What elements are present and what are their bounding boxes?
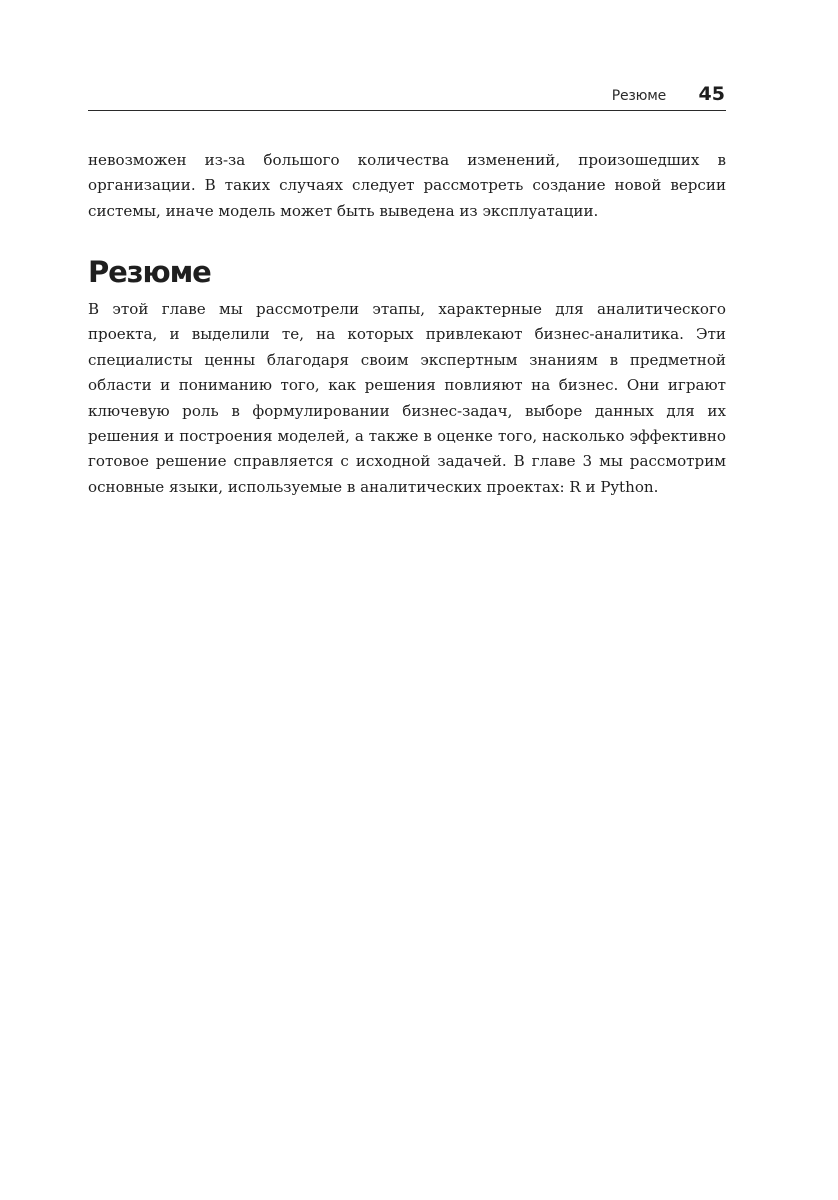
page-number: 45 <box>698 83 725 105</box>
body-paragraph-summary: В этой главе мы рассмотрели этапы, характерные для аналитического проекта, и выделили те, на которых привлекают бизнес-аналитика. Эти специалисты ценны благодаря своим экспертным знаниям в предметной области и пониманию того, как решения повлияют на бизнес. Они играют ключевую роль в формулировании бизнес-задач, выборе данных для их решения и построения моделей, а также в оценке того, насколько эффективно готовое решение справляется с исходной задачей. В главе 3 мы рассмотрим основные языки, используемые в аналитических проектах: R и Python. <box>88 300 726 496</box>
section-heading-summary: Резюме <box>88 255 211 289</box>
body-paragraph-continuation: невозможен из-за большого количества изменений, произошедших в организации. В таких случаях следует рассмотреть создание новой версии системы, иначе модель может быть выведена из эксплуатации. <box>88 151 726 220</box>
running-header-title: Резюме <box>611 88 666 104</box>
running-header <box>88 82 726 111</box>
